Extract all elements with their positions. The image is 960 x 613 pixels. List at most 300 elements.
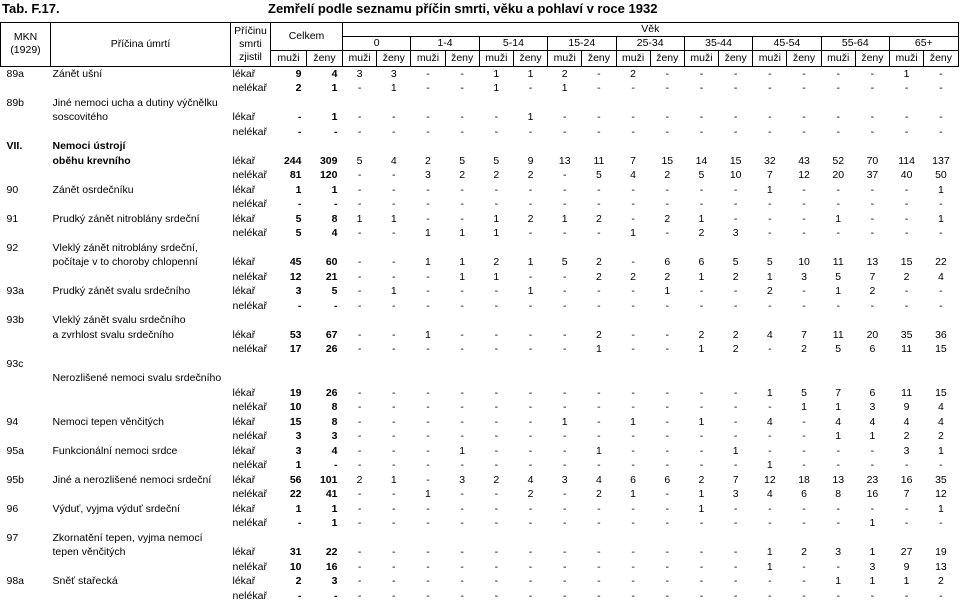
age-value: [719, 531, 753, 546]
age-value: [343, 96, 377, 111]
age-value: 2: [595, 488, 602, 500]
age-value: -: [562, 227, 567, 239]
age-value: 6: [869, 386, 876, 399]
cause-found-by: lékař: [232, 285, 256, 297]
age-value: [548, 313, 582, 328]
age-value: [513, 531, 547, 546]
age-value: [616, 313, 650, 328]
age-value: -: [802, 575, 806, 587]
table-row: [1, 299, 959, 314]
age-value: -: [733, 198, 738, 210]
age-value: 4: [595, 473, 602, 486]
age-value: 11: [832, 328, 844, 341]
total-male: 5: [295, 212, 302, 225]
age-value: [890, 531, 924, 546]
age-value: 23: [866, 473, 879, 486]
age-value: [821, 139, 855, 154]
cause-found-by: lékař: [232, 575, 256, 587]
total-female: 8: [331, 212, 338, 225]
age-value: -: [597, 517, 601, 529]
age-value: 3: [425, 169, 431, 181]
age-value: 1: [459, 256, 466, 268]
age-value: [479, 241, 513, 256]
age-value: 1: [766, 386, 773, 399]
age-value: -: [870, 589, 875, 602]
age-value: 1: [698, 415, 705, 428]
age-value: 43: [798, 154, 810, 167]
cause-found-by: [231, 313, 271, 328]
age-value: -: [528, 328, 533, 341]
age-value: 1: [425, 328, 431, 341]
mkn-code: [1, 255, 51, 270]
age-group-header: 15-24: [548, 37, 616, 51]
age-value: -: [392, 125, 396, 138]
age-value: [411, 357, 445, 372]
cause-label: [51, 226, 231, 241]
age-value: 4: [937, 270, 944, 283]
age-value: 3: [390, 67, 397, 80]
age-value: -: [494, 299, 499, 312]
cause-label: Výduť, vyjma výduť srdeční: [52, 502, 181, 515]
age-value: -: [562, 488, 567, 500]
age-value: 4: [766, 415, 773, 428]
age-value: -: [426, 386, 430, 399]
age-value: [513, 357, 547, 372]
age-value: -: [357, 285, 362, 297]
age-value: 3: [869, 401, 876, 413]
age-value: -: [494, 444, 499, 457]
age-value: 7: [766, 169, 773, 181]
age-value: -: [631, 575, 635, 587]
total-male: 5: [295, 227, 302, 239]
cause-label: [51, 342, 231, 357]
age-value: -: [392, 546, 396, 558]
total-male: 31: [289, 546, 302, 558]
age-value: 2: [732, 328, 739, 341]
age-value: -: [699, 198, 704, 210]
age-value: -: [665, 546, 670, 558]
age-value: -: [631, 444, 635, 457]
age-value: -: [802, 125, 806, 138]
age-value: 7: [903, 488, 910, 500]
age-value: 6: [630, 473, 637, 486]
male-header: muži: [616, 51, 650, 67]
age-value: 1: [698, 212, 705, 225]
age-value: -: [802, 589, 806, 602]
age-value: [479, 96, 513, 111]
female-header: ženy: [582, 51, 616, 67]
age-value: -: [494, 328, 499, 341]
cause-found-by: lékař: [232, 415, 256, 428]
age-value: 1: [835, 285, 842, 297]
age-value: -: [597, 82, 601, 94]
total-male: 12: [289, 270, 302, 283]
age-value: -: [836, 227, 840, 239]
age-value: -: [631, 111, 635, 123]
age-value: 2: [459, 169, 466, 181]
age-value: [513, 139, 547, 154]
age-value: -: [870, 67, 875, 80]
age-value: -: [562, 328, 567, 341]
age-value: -: [836, 589, 840, 602]
age-value: -: [904, 111, 909, 123]
total-header: Celkem: [271, 23, 343, 51]
age-value: -: [904, 589, 909, 602]
age-value: 1: [390, 82, 397, 94]
age-value: -: [870, 227, 875, 239]
age-value: -: [392, 198, 396, 210]
age-value: 27: [900, 546, 913, 558]
age-value: -: [597, 459, 601, 471]
age-value: [616, 371, 650, 386]
total-female: [307, 531, 343, 546]
age-value: [684, 96, 718, 111]
age-value: 2: [630, 67, 637, 80]
age-value: -: [802, 82, 806, 94]
cause-found-by: nelékař: [232, 169, 267, 181]
age-value: 1: [766, 270, 773, 283]
age-value: -: [733, 459, 738, 471]
age-value: -: [528, 560, 533, 573]
age-value: -: [699, 67, 704, 80]
age-value: -: [665, 415, 670, 428]
age-value: -: [392, 415, 396, 428]
age-value: 1: [698, 270, 705, 283]
age-value: [719, 241, 753, 256]
age-group-header: 45-54: [753, 37, 821, 51]
mkn-code: 90: [6, 183, 19, 196]
age-value: -: [494, 401, 499, 413]
age-value: 2: [732, 343, 739, 355]
age-value: 13: [935, 560, 947, 573]
age-value: -: [460, 212, 464, 225]
table-row: [1, 444, 959, 459]
table-title: [0, 0, 960, 22]
age-value: 13: [866, 256, 879, 268]
age-value: 3: [732, 488, 739, 500]
mkn-code: 91: [6, 212, 19, 225]
age-value: -: [699, 575, 704, 587]
table-row: [1, 226, 959, 241]
table-row: [1, 255, 959, 270]
age-value: 1: [493, 212, 500, 225]
age-value: 1: [527, 285, 534, 297]
age-value: -: [733, 212, 738, 225]
age-value: -: [528, 270, 533, 283]
age-value: -: [904, 459, 909, 471]
age-value: 2: [903, 430, 910, 442]
age-value: -: [528, 546, 533, 558]
cause-label: [51, 487, 231, 502]
age-value: -: [460, 67, 464, 80]
age-value: -: [562, 546, 567, 558]
age-value: 20: [832, 169, 845, 181]
age-value: 1: [493, 82, 500, 94]
age-value: -: [699, 517, 704, 529]
age-value: -: [357, 488, 362, 500]
cause-found-by: lékař: [232, 67, 256, 80]
age-value: -: [631, 256, 635, 268]
age-value: -: [426, 270, 430, 283]
age-value: [650, 371, 684, 386]
cause-label: oběhu krevního: [52, 154, 131, 167]
cause-found-by: nelékař: [232, 227, 267, 239]
age-value: -: [699, 183, 704, 196]
cause-found-by: lékař: [232, 473, 256, 486]
age-value: -: [768, 401, 772, 413]
age-value: 13: [832, 473, 845, 486]
age-value: [719, 139, 753, 154]
age-value: 2: [903, 270, 910, 283]
age-value: -: [836, 125, 840, 138]
age-value: -: [392, 575, 396, 587]
age-value: 2: [937, 430, 944, 442]
age-value: -: [904, 502, 909, 515]
age-value: [924, 241, 958, 256]
age-value: [924, 139, 958, 154]
age-value: -: [460, 415, 464, 428]
age-value: -: [665, 444, 670, 457]
age-value: -: [665, 198, 670, 210]
total-female: 309: [319, 154, 338, 167]
age-value: -: [426, 82, 430, 94]
age-value: -: [426, 401, 430, 413]
total-male: 1: [295, 502, 302, 515]
age-value: -: [665, 82, 670, 94]
table-row: [1, 154, 959, 169]
total-male: [271, 139, 307, 154]
cause-label: soscovitého: [52, 111, 108, 123]
mkn-code: VII.: [6, 140, 23, 152]
age-value: -: [460, 111, 464, 123]
cause-found-by: nelékař: [232, 299, 267, 312]
age-value: -: [597, 183, 601, 196]
age-value: [582, 357, 616, 372]
age-value: 1: [664, 285, 671, 297]
age-value: 11: [832, 256, 844, 268]
age-value: 15: [935, 343, 947, 355]
age-value: -: [631, 459, 635, 471]
total-male: 22: [289, 488, 302, 500]
total-male: -: [298, 125, 302, 138]
age-value: 37: [866, 169, 879, 181]
total-female: -: [334, 198, 338, 210]
female-header: ženy: [445, 51, 479, 67]
age-value: [787, 313, 821, 328]
age-value: [582, 139, 616, 154]
age-value: 1: [459, 270, 466, 283]
mkn-code: [1, 328, 51, 343]
table-row: [1, 400, 959, 415]
table-row: [1, 328, 959, 343]
age-value: 10: [798, 256, 810, 268]
age-value: -: [768, 589, 772, 602]
age-value: -: [665, 67, 670, 80]
age-value: -: [357, 517, 362, 529]
total-female: -: [334, 299, 338, 312]
age-value: 2: [801, 546, 807, 558]
age-value: -: [904, 82, 909, 94]
age-value: -: [426, 430, 430, 442]
age-value: [582, 96, 616, 111]
cause-label: [51, 270, 231, 285]
cause-label: [51, 458, 231, 473]
total-female: [307, 96, 343, 111]
age-value: [343, 139, 377, 154]
cause-found-by: nelékař: [232, 82, 267, 94]
cause-label: [51, 516, 231, 531]
age-value: -: [392, 459, 396, 471]
age-value: 1: [390, 473, 397, 486]
age-value: -: [357, 270, 362, 283]
age-value: -: [528, 183, 533, 196]
age-value: [616, 139, 650, 154]
age-value: -: [494, 183, 499, 196]
age-value: -: [904, 285, 909, 297]
age-value: -: [460, 299, 464, 312]
male-header: muži: [479, 51, 513, 67]
total-female: -: [334, 459, 338, 471]
age-value: 10: [729, 169, 742, 181]
age-group-header: 5-14: [479, 37, 547, 51]
age-value: 2: [527, 169, 534, 181]
cause-label: Vleklý zánět nitroblány srdeční,: [52, 241, 198, 254]
age-value: [548, 357, 582, 372]
cause-found-by: nelékař: [232, 560, 267, 573]
age-value: [445, 139, 479, 154]
age-value: -: [733, 285, 738, 297]
age-value: 35: [935, 473, 947, 486]
age-value: 1: [459, 444, 466, 457]
age-value: -: [357, 198, 362, 210]
age-value: -: [562, 589, 567, 602]
age-value: -: [733, 111, 738, 123]
age-value: -: [665, 328, 670, 341]
age-value: [753, 139, 787, 154]
cause-found-by: nelékař: [232, 488, 267, 500]
age-value: -: [357, 299, 362, 312]
age-value: -: [528, 459, 533, 471]
age-value: -: [597, 401, 601, 413]
age-value: -: [870, 212, 875, 225]
age-value: -: [768, 343, 772, 355]
age-value: 1: [630, 415, 637, 428]
mkn-code: 98a: [6, 575, 25, 587]
age-value: [753, 313, 787, 328]
cause-label: Nerozlišené nemoci svalu srdečního: [52, 372, 222, 384]
age-value: -: [357, 343, 362, 355]
age-value: -: [562, 125, 567, 138]
age-value: -: [733, 125, 738, 138]
total-male: 9: [295, 67, 302, 80]
age-value: -: [528, 575, 533, 587]
age-value: -: [528, 386, 533, 399]
age-value: -: [665, 517, 670, 529]
age-value: -: [802, 299, 806, 312]
age-value: -: [426, 459, 430, 471]
age-value: [650, 139, 684, 154]
age-value: 9: [527, 154, 534, 167]
age-value: -: [631, 560, 635, 573]
age-group-header: 55-64: [821, 37, 889, 51]
mkn-code: 93a: [6, 285, 25, 297]
age-value: -: [802, 502, 806, 515]
age-value: -: [460, 459, 464, 471]
age-value: -: [357, 589, 362, 602]
age-value: [445, 531, 479, 546]
age-value: -: [494, 415, 499, 428]
age-value: [411, 96, 445, 111]
age-value: [479, 531, 513, 546]
table-row: [1, 212, 959, 227]
age-value: -: [768, 212, 772, 225]
age-value: [377, 96, 411, 111]
cause-header: Příčina úmrtí: [51, 23, 231, 67]
age-value: 2: [664, 212, 671, 225]
age-value: -: [802, 67, 806, 80]
age-value: -: [768, 444, 772, 457]
age-value: -: [460, 517, 464, 529]
age-value: -: [631, 183, 635, 196]
age-value: 2: [527, 212, 534, 225]
age-group-header: 35-44: [684, 37, 752, 51]
age-value: -: [665, 502, 670, 515]
mkn-code: [1, 226, 51, 241]
age-value: 12: [935, 488, 947, 500]
age-value: -: [733, 299, 738, 312]
age-value: [855, 241, 889, 256]
age-value: [821, 313, 855, 328]
total-male: 1: [295, 459, 302, 471]
age-value: -: [494, 285, 499, 297]
age-value: [753, 96, 787, 111]
age-value: -: [631, 212, 635, 225]
age-value: -: [494, 125, 499, 138]
cause-found-by: lékař: [232, 256, 256, 268]
total-female: [307, 241, 343, 256]
age-value: -: [460, 401, 464, 413]
age-value: -: [562, 401, 567, 413]
age-value: -: [733, 575, 738, 587]
age-value: 6: [698, 256, 705, 268]
age-value: -: [665, 560, 670, 573]
total-male: [271, 313, 307, 328]
mkn-code: 95b: [6, 473, 25, 486]
cause-label: Sněť stařecká: [52, 575, 118, 587]
age-value: -: [836, 198, 840, 210]
age-value: [377, 139, 411, 154]
total-male: -: [298, 111, 302, 123]
age-value: -: [357, 546, 362, 558]
age-value: 70: [866, 154, 879, 167]
age-value: [479, 357, 513, 372]
age-value: -: [426, 575, 430, 587]
cause-found-by: nelékař: [232, 517, 267, 529]
age-value: -: [528, 444, 533, 457]
age-value: -: [460, 430, 464, 442]
age-value: 4: [835, 415, 842, 428]
mkn-code: 96: [6, 502, 19, 515]
table-row: [1, 531, 959, 546]
age-value: 1: [630, 488, 637, 500]
total-female: [307, 371, 343, 386]
cause-found-by: lékař: [232, 154, 256, 167]
cause-label: [51, 168, 231, 183]
age-value: -: [733, 415, 738, 428]
cause-found-by: [231, 531, 271, 546]
age-value: -: [836, 299, 840, 312]
age-value: [548, 531, 582, 546]
